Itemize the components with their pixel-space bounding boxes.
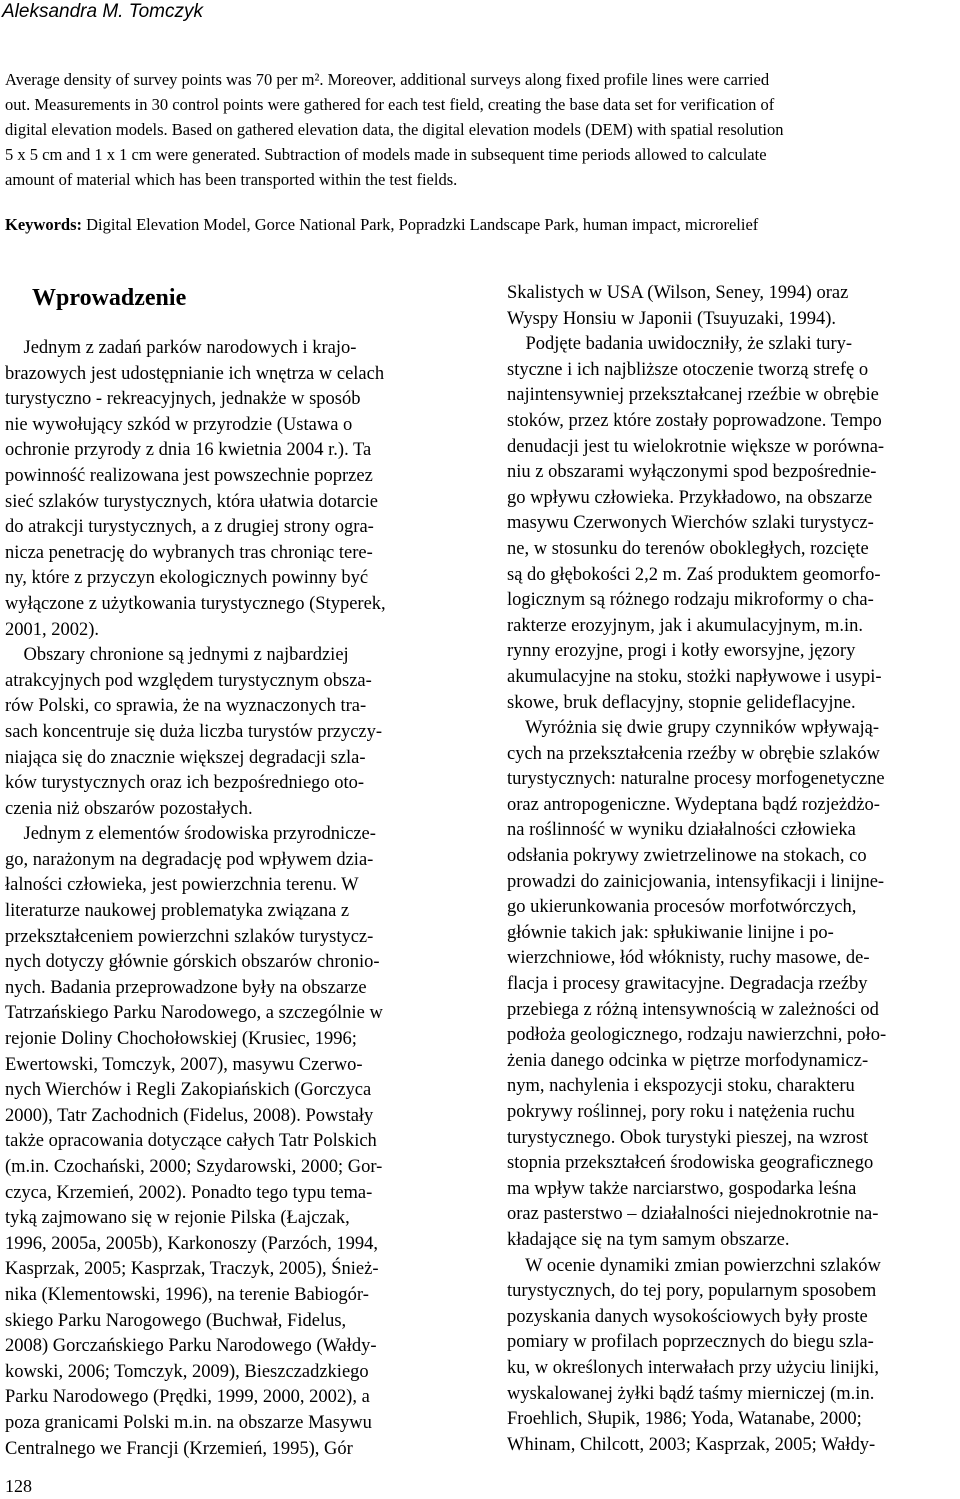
body-text-line: sach koncentruje się duża liczba turystów przyczy- — [5, 721, 383, 742]
body-text-line: Skalistych w USA (Wilson, Seney, 1994) oraz — [507, 283, 849, 303]
body-text-line: stoków, przez które zostały poprowadzone. Tempo — [507, 410, 882, 431]
body-text-line: ochronie przyrody z dnia 16 kwietnia 2004 r.). Ta — [5, 440, 372, 461]
body-text-line: nych Wierchów i Regli Zakopiańskich (Gorczyca — [5, 1080, 372, 1101]
body-text-line: Tatrzańskiego Parku Narodowego, a szczególnie w — [5, 1003, 383, 1024]
body-text-line: masywu Czerwonych Wierchów szlaki turystycz- — [507, 513, 874, 534]
body-text-line: kładające się na tym samym obszarze. — [507, 1229, 790, 1250]
body-text-line: logicznym są różnego rodzaju mikroformy o cha- — [507, 590, 874, 611]
body-text-line: nicza penetrację do wybranych tras chroniąc tere- — [5, 542, 373, 563]
body-text-line: (m.in. Czochański, 2000; Szydarowski, 2000; Gor- — [5, 1157, 383, 1177]
abstract-line: out. Measurements in 30 control points were gathered for each test field, creating the base data set for verification of — [5, 95, 775, 114]
body-text-line: ków turystycznych oraz ich bezpośredniego oto- — [5, 773, 365, 794]
body-text-line: Whinam, Chilcott, 2003; Kasprzak, 2005; Wałdy- — [507, 1434, 876, 1455]
body-text-line: przekształceniem powierzchni szlaków turystycz- — [5, 926, 374, 947]
body-text-line: literaturze naukowej problematyka związana z — [5, 901, 350, 922]
body-text-line: denudacji jest tu wielokrotnie większe w porówna- — [507, 436, 885, 457]
body-text-line: Jednym z elementów środowiska przyrodnicze- — [5, 824, 376, 845]
body-text-line: nych. Badania przeprowadzone były na obszarze — [5, 977, 367, 998]
body-text-line: Jednym z zadań parków narodowych i krajo- — [5, 338, 357, 358]
body-text-line: turystyczno - rekreacyjnych, jednakże w sposób — [5, 389, 361, 410]
abstract-paragraph — [5, 67, 955, 192]
body-text-line: nie wywołujący szkód w przyrodzie (Ustawa o — [5, 414, 353, 435]
abstract-line: Average density of survey points was 70 per m². Moreover, additional surveys along fixed profile lines were carried — [5, 70, 770, 89]
body-text-line: 2001, 2002). — [5, 619, 100, 640]
body-text-line: pozyskania danych wysokościowych były proste — [507, 1306, 868, 1327]
body-text-line: go, narażonym na degradację pod wpływem dzia- — [5, 849, 374, 870]
body-text-line: akumulacyjne na stoku, stożki napływowe i usypi- — [507, 666, 882, 687]
body-text-line: turystycznego. Obok turystyki pieszej, na wzrost — [507, 1127, 869, 1148]
body-text-line: Parku Narodowego (Prędki, 1999, 2000, 2002), a — [5, 1387, 370, 1408]
abstract-line: digital elevation models. Based on gathered elevation data, the digital elevation models (DEM) with spatial resolution — [5, 120, 784, 139]
left-column — [5, 336, 455, 1462]
body-text-line: ma wpływ także narciarstwo, gospodarka leśna — [507, 1178, 857, 1199]
page-number: 128 — [5, 1476, 32, 1496]
running-head-author: Aleksandra M. Tomczyk — [2, 1, 203, 22]
body-text-line: są do głębokości 2,2 m. Zaś produktem geomorfo- — [507, 564, 881, 585]
abstract-line: 5 x 5 cm and 1 x 1 cm were generated. Subtraction of models made in subsequent time periods allowed to calculate — [5, 145, 767, 164]
body-text-line: wyłączone z użytkowania turystycznego (Styperek, — [5, 593, 386, 614]
body-text-line: Wyspy Honsiu w Japonii (Tsuyuzaki, 1994). — [507, 308, 837, 329]
section-heading: Wprowadzenie — [32, 285, 187, 311]
body-text-line: skowe, bruk deflacyjny, stopnie gelideflacyjne. — [507, 692, 856, 713]
right-column — [507, 281, 957, 1458]
body-text-line: cych na przekształcenia rzeźby w obrębie szlaków — [507, 743, 880, 764]
body-text-line: brazowych jest udostępnianie ich wnętrza w celach — [5, 363, 385, 384]
body-text-line: ne, w stosunku do terenów obokległych, rozcięte — [507, 538, 869, 559]
body-text-line: Froehlich, Słupik, 1986; Yoda, Watanabe, 2000; — [507, 1409, 862, 1430]
body-text-line: 2008) Gorczańskiego Parku Narodowego (Wałdy- — [5, 1336, 377, 1357]
body-text-line: nym, nachylenia i ekspozycji stoku, charakteru — [507, 1076, 855, 1097]
body-text-line: rów Polski, co sprawia, że na wyznaczonych tra- — [5, 696, 367, 717]
body-text-line: pokrywy roślinnej, pory roku i natężenia ruchu — [507, 1102, 855, 1122]
body-text-line: sieć szlaków turystycznych, która ułatwia dotarcie — [5, 491, 378, 512]
body-text-line: przebiega z różną intensywnością w zależności od — [507, 999, 879, 1020]
body-text-line: turystycznych: naturalne procesy morfogenetyczne — [507, 769, 885, 790]
body-text-line: atrakcyjnych pod względem turystycznym obsza- — [5, 670, 372, 691]
keywords-line — [5, 212, 955, 237]
body-text-line: głównie takich jak: spłukiwanie linijne i po- — [507, 922, 834, 943]
body-text-line: go wpływu człowieka. Przykładowo, na obszarze — [507, 487, 873, 508]
body-text-line: rynny erozyjne, progi i kotły eworsyjne, jęzory — [507, 641, 856, 662]
body-text-line: 2000), Tatr Zachodnich (Fidelus, 2008). Powstały — [5, 1105, 374, 1126]
body-text-line: czyca, Krzemień, 2002). Ponadto tego typu tema- — [5, 1182, 373, 1203]
body-text-line: stopnia przekształceń środowiska geograficznego — [507, 1153, 874, 1174]
body-text-line: Centralnego we Francji (Krzemień, 1995), Gór — [5, 1438, 353, 1459]
abstract-line: amount of material which has been transported within the test fields. — [5, 170, 458, 189]
body-text-line: łalności człowieka, jest powierzchnia terenu. W — [5, 875, 359, 896]
body-text-line: Obszary chronione są jednymi z najbardziej — [5, 645, 349, 666]
body-text-line: powinność realizowana jest powszechnie poprzez — [5, 465, 373, 486]
body-text-line: go ukierunkowania procesów morfotwórczych, — [507, 897, 857, 918]
body-text-line: żenia danego odcinka w piętrze morfodynamicz- — [507, 1050, 869, 1071]
body-text-line: nika (Klementowski, 1996), na terenie Babiogór- — [5, 1284, 369, 1305]
keywords-label: Keywords: — [5, 215, 82, 234]
body-text-line: nych dotyczy głównie górskich obszarów chroniο- — [5, 952, 380, 973]
body-text-line: flacja i procesy grawitacyjne. Degradacja rzeźby — [507, 974, 868, 995]
body-text-line: poza granicami Polski m.in. na obszarze Masywu — [5, 1412, 372, 1433]
body-text-line: ny, które z przyczyn ekologicznych powinny być — [5, 568, 369, 589]
body-text-line: wyskalowanej żyłki bądź taśmy mierniczej (m.in. — [507, 1383, 875, 1404]
body-text-line: prowadzi do zainicjowania, intensyfikacji i linijne- — [507, 871, 885, 892]
body-text-line: W ocenie dynamiki zmian powierzchni szlaków — [507, 1255, 881, 1276]
body-text-line: oraz antropogeniczne. Wydeptana bądź rozjeżdżo- — [507, 794, 880, 815]
body-text-line: Kasprzak, 2005; Kasprzak, Traczyk, 2005), Śnież- — [5, 1259, 379, 1280]
body-text-line: najintensywniej przekształcanej rzeźbie w obrębie — [507, 385, 879, 406]
body-text-line: Ewertowski, Tomczyk, 2007), masywu Czerwo- — [5, 1054, 363, 1075]
body-text-line: do atrakcji turystycznych, a z drugiej strony ogra- — [5, 517, 374, 538]
body-text-line: turystycznych, do tej pory, popularnym sposobem — [507, 1281, 877, 1302]
body-text-line: rakterze erozyjnym, jak i akumulacyjnym, m.in. — [507, 615, 864, 636]
body-text-line: czenia niż obszarów pozostałych. — [5, 798, 253, 819]
body-text-line: rejonie Doliny Chochołowskiej (Krusiec, 1996; — [5, 1029, 357, 1050]
body-text-line: Wyróżnia się dwie grupy czynników wpływają- — [507, 718, 880, 739]
body-text-line: 1996, 2005a, 2005b), Karkonoszy (Parzóch, 1994, — [5, 1233, 379, 1254]
body-text-line: ku, w określonych interwałach przy użyciu linijki, — [507, 1357, 879, 1378]
body-text-line: pomiary w profilach poprzecznych do biegu szla- — [507, 1332, 874, 1353]
body-text-line: niająca się do znacznie większej degradacji szla- — [5, 747, 366, 768]
body-text-line: na roślinność w wyniku działalności człowieka — [507, 820, 856, 841]
body-text-line: także opracowania dotyczące całych Tatr Polskich — [5, 1131, 377, 1152]
body-text-line: podłoża geologicznego, rodzaju nawierzchni, poło- — [507, 1025, 887, 1046]
body-text-line: kowski, 2006; Tomczyk, 2009), Bieszczadzkiego — [5, 1361, 369, 1382]
body-text-line: niu z obszarami wyłączonymi spod bezpośrednie- — [507, 462, 877, 483]
body-text-line: Podjęte badania uwidoczniły, że szlaki tury- — [507, 334, 853, 355]
body-text-line: tyką zajmowano się w rejonie Pilska (Łajczak, — [5, 1208, 350, 1229]
body-text-line: skiego Parku Narogowego (Buchwał, Fidelus, — [5, 1310, 347, 1331]
keywords-text: Digital Elevation Model, Gorce National Park, Popradzki Landscape Park, human impact, microrelief — [82, 215, 759, 234]
body-text-line: styczne i ich najbliższe otoczenie tworzą strefę o — [507, 359, 869, 380]
body-text-line: odsłania pokrywy zwietrzelinowe na stokach, co — [507, 846, 867, 867]
body-text-line: wierzchniowe, łód włóknisty, ruchy masowe, de- — [507, 948, 870, 969]
body-text-line: oraz pasterstwo – działalności niejednokrotnie na- — [507, 1204, 879, 1225]
